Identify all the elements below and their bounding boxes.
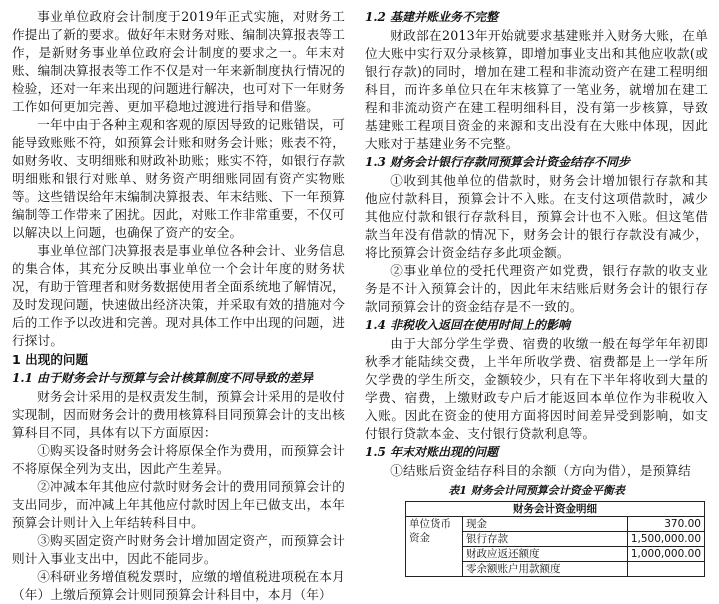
subsection-heading-1-3: 1.3 财务会计银行存款同预算会计资金结存不同步 [365,155,631,169]
table-group-label: 单位货币资金 [406,517,463,577]
balance-table [405,501,705,577]
table-row [406,517,705,532]
section-heading-problems: 1 出现的问题 [12,352,89,367]
paragraph-intro: 事业单位政府会计制度于2019年正式实施，对财务工作提出了新的要求。做好年末财务对账、编制决算报表等工作，是新财务事业单位政府会计制度的要求之一。年末对账、编制决算报表等工作不仅是对一年来新制度执行情况的检验，还对一年来出现的问题进行解决，也可对下一年财务工作如何更加完善、更加平稳地过渡进行指导和借鉴。 [12,9,345,114]
table-cell-amount [627,562,704,577]
subsection-heading-1-1: 1.1 由于财务会计与预算与会计核算制度不同导致的差异 [12,371,314,385]
paragraph-item-4: ④科研业务增值税发票时，应缴的增值税进项税在本月（年）上缴后预算会计则同预算会计科目中，本月（年） [12,569,345,602]
table-cell-label: 零余额账户用款额度 [463,562,628,577]
subsection-heading-1-5: 1.5 年末对账出现的问题 [365,445,499,459]
paragraph-year-end: ①结账后资金结存科目的余额（方向为借），是预算结 [390,463,691,478]
subsection-heading-1-2: 1.2 基建并账业务不完整 [365,10,499,24]
table-cell-label: 财政应返还额度 [463,547,628,562]
table-header-row [406,502,705,517]
paragraph-capital-construction: 财政部在2013年开始就要求基建账并入财务大账，在单位大账中实行双分录核算，即增加事业支出和其他应收款(或银行存款)的同时，增加在建工程和非流动资产在建工程明细科目，而许多单位只在年末核算了一笔业务，就增加在建工程和非流动资产在建工程明细科目，没有第一步核算，导致基建账工程项目资金的来源和支出没有在大账中体现，因此大账对于基建业务不完整。 [365,28,708,151]
table-cell-amount: 370.00 [627,517,704,532]
paragraph-item-1: ①购买设备时财务会计将原保全作为费用，而预算会计不将原保全列为支出，因此产生差异。 [12,443,345,476]
table-cell-amount: 1,500,000.00 [627,532,704,547]
paragraph-item-3: ③购买固定资产时财务会计增加固定资产，而预算会计则计入事业支出中，因此不能同步。 [12,533,345,566]
table-caption: 表1 财务会计同预算会计资金平衡表 [448,484,625,497]
paragraph-item-2: ②冲减本年其他应付款时财务会计的费用同预算会计的支出同步，而冲减上年其他应付款时因上年已做支出，本年预算会计则计入上年结转科目中。 [12,479,345,530]
table-cell-amount: 1,000,000.00 [627,547,704,562]
paragraph-borrowing: ①收到其他单位的借款时，财务会计增加银行存款和其他应付款科目，预算会计不入账。在支付这项借款时，减少其他应付款和银行存款科目，预算会计也不入账。但这笔借款当年没有借款的情况下，财务会计的银行存款没有减少，将比预算会计资金结存多此项金额。 [365,173,708,260]
paragraph-accrual: 财务会计采用的是权责发生制，预算会计采用的是收付实现制，因而财务会计的费用核算科目同预算会计的支出核算科目不同，具体有以下方面原因： [12,389,345,440]
table-header: 财务会计资金明细 [406,502,705,517]
paragraph-tuition: 由于大部分学生学费、宿费的收缴一般在每学年年初即秋季才能陆续交费，上半年所收学费、宿费都是上一学年所欠学费的学生所交，金额较少，只有在下半年将收到大量的学费、宿费，上缴财政专户后才能返回本单位作为非税收入入账。因此在资金的使用方面将因时间差异受到影响，如支付银行贷款本金、支付银行贷款利息等。 [365,336,708,441]
table-cell-label: 银行存款 [463,532,628,547]
subsection-heading-1-4: 1.4 非税收入返回在使用时间上的影响 [365,318,571,332]
right-column [365,8,708,577]
paragraph-trust-assets: ②事业单位的受托代理资产如党费，银行存款的收支业务是不计入预算会计的，因此年末结账后财务会计的银行存款同预算会计的资金结存是不一致的。 [365,263,708,314]
paragraph-reconciliation: 一年中由于各种主观和客观的原因导致的记账错误，可能导致账账不符，如预算会计账和财务会计账；账表不符，如财务收、支明细账和财政补助账；账实不符，如银行存款明细账和银行对账单、财务资产明细账同固有资产实物账等。这些错误给年末编制决算报表、年末结账、下一年预算编制等工作带来了困扰。因此，对账工作非常重要，不仅可以解决以上问题，也确保了资产的安全。 [12,117,345,240]
left-column [12,8,345,604]
paragraph-final-report: 事业单位部门决算报表是事业单位各种会计、业务信息的集合体，其充分反映出事业单位一个会计年度的财务状况，有助于管理者和财务数据使用者全面系统地了解情况，及时发现问题，快速做出经济决策，并采取有效的措施对今后的工作予以改进和完善。现对具体工作中出现的问题，进行探讨。 [12,243,345,348]
table-cell-label: 现金 [463,517,628,532]
